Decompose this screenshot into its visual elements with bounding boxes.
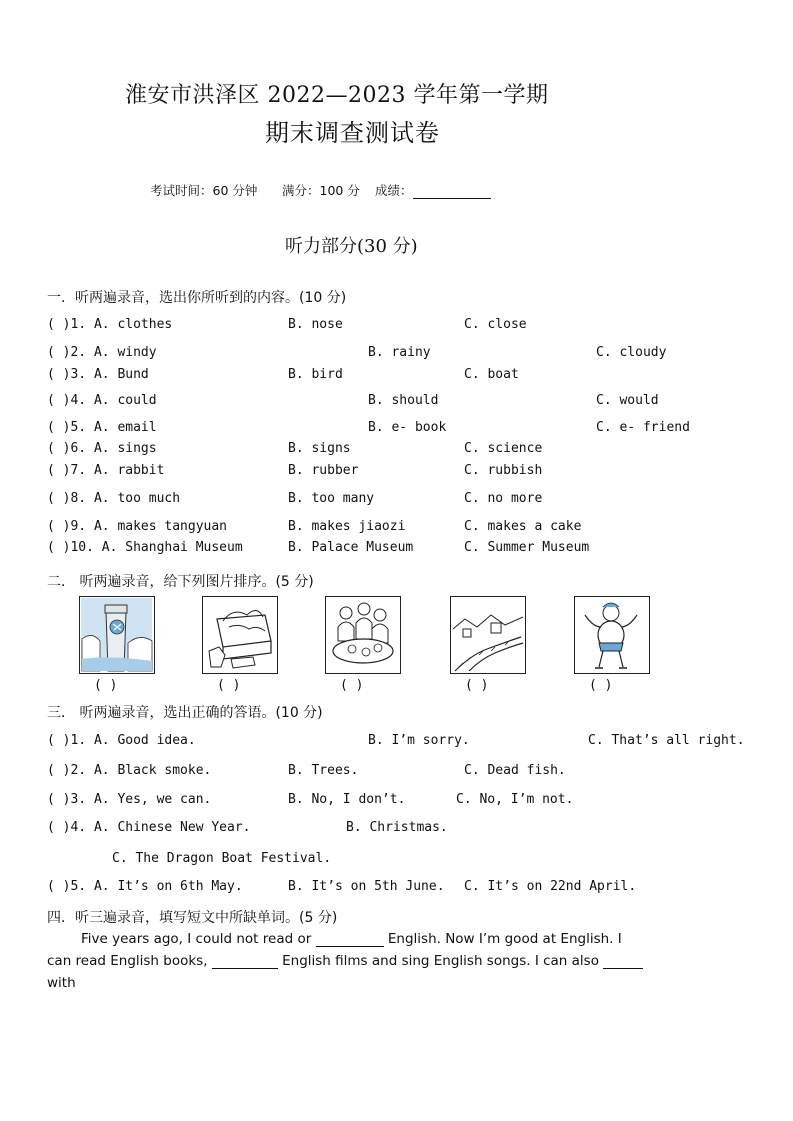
- blank-2[interactable]: [212, 956, 278, 969]
- s3-q5-b: B. It’s on 5th June.: [288, 879, 445, 894]
- great-wall-illustration: [451, 597, 524, 672]
- s3-q4: ( )4. A. Chinese New Year.: [47, 820, 251, 835]
- s1-q2-b: B. rainy: [368, 345, 431, 360]
- man-swimming-picture: [574, 596, 650, 674]
- s1-q5-c: C. e- friend: [596, 420, 690, 435]
- picture3-answer[interactable]: ( ): [340, 678, 364, 693]
- s3-q3-b: B. No, I don’t.: [288, 792, 406, 807]
- passage-line1-a: Five years ago, I could not read or: [81, 931, 312, 947]
- s1-q9-c: C. makes a cake: [464, 519, 582, 534]
- s3-q4-c: C. The Dragon Boat Festival.: [112, 851, 332, 866]
- passage-line3: with: [47, 975, 76, 991]
- s1-q7: ( )7. A. rabbit: [47, 463, 165, 478]
- s3-q5-c: C. It’s on 22nd April.: [464, 879, 637, 894]
- s3-q4-b: B. Christmas.: [346, 820, 448, 835]
- section2-heading: 二． 听两遍录音，给下列图片排序。(5 分): [47, 574, 314, 590]
- s1-q1-b: B. nose: [288, 317, 343, 332]
- s3-q3-c: C. No, I’m not.: [456, 792, 574, 807]
- s1-q4-b: B. should: [368, 393, 439, 408]
- s1-q6-c: C. science: [464, 441, 543, 456]
- s1-q7-b: B. rubber: [288, 463, 359, 478]
- s1-q3: ( )3. A. Bund: [47, 367, 149, 382]
- s3-q5: ( )5. A. It’s on 6th May.: [47, 879, 243, 894]
- full-score: 满分：100 分: [282, 183, 360, 198]
- score-label: 成绩：: [375, 183, 413, 198]
- blank-1[interactable]: [316, 934, 384, 947]
- exam-title-line1: 淮安市洪泽区 2022—2023 学年第一学期: [125, 83, 549, 108]
- s1-q4: ( )4. A. could: [47, 393, 157, 408]
- s3-q1: ( )1. A. Good idea.: [47, 733, 196, 748]
- passage-line2-a: can read English books,: [47, 953, 208, 969]
- s1-q1-c: C. close: [464, 317, 527, 332]
- s1-q8-c: C. no more: [464, 491, 543, 506]
- listening-part-title: 听力部分(30 分): [285, 236, 418, 257]
- clothes-basket-picture: [202, 596, 278, 674]
- passage-line1: [81, 931, 622, 947]
- picture5-answer[interactable]: ( ): [589, 678, 613, 693]
- passage-line1-b: English. Now I’m good at English. I: [387, 931, 622, 947]
- s3-q2: ( )2. A. Black smoke.: [47, 763, 212, 778]
- s1-q7-c: C. rubbish: [464, 463, 543, 478]
- exam-title-line2: 期末调查测试卷: [265, 119, 440, 147]
- s1-q10: ( )10. A. Shanghai Museum: [47, 540, 243, 555]
- tower-illustration: [80, 597, 153, 672]
- tower-picture: [79, 596, 155, 674]
- s1-q8-b: B. too many: [288, 491, 375, 506]
- s3-q2-c: C. Dead fish.: [464, 763, 566, 778]
- score-blank[interactable]: [413, 186, 491, 199]
- s1-q2-c: C. cloudy: [596, 345, 667, 360]
- s1-q5-b: B. e- book: [368, 420, 447, 435]
- s3-q3: ( )3. A. Yes, we can.: [47, 792, 212, 807]
- section1-heading: 一．听两遍录音，选出你所听到的内容。(10 分): [47, 290, 347, 306]
- picture1-answer[interactable]: ( ): [94, 678, 118, 693]
- s1-q10-c: C. Summer Museum: [464, 540, 590, 555]
- s3-q1-b: B. I’m sorry.: [368, 733, 470, 748]
- picture2-answer[interactable]: ( ): [217, 678, 241, 693]
- man-swimming-illustration: [575, 597, 648, 672]
- s1-q2: ( )2. A. windy: [47, 345, 157, 360]
- great-wall-picture: [450, 596, 526, 674]
- s1-q3-c: C. boat: [464, 367, 519, 382]
- clothes-basket-illustration: [203, 597, 276, 672]
- s1-q6: ( )6. A. sings: [47, 441, 157, 456]
- blank-3[interactable]: [603, 956, 643, 969]
- family-dinner-picture: [325, 596, 401, 674]
- s1-q5: ( )5. A. email: [47, 420, 157, 435]
- section3-heading: 三． 听两遍录音，选出正确的答语。(10 分): [47, 705, 323, 721]
- score-field: [375, 181, 491, 199]
- s3-q1-c: C. That’s all right.: [588, 733, 745, 748]
- picture4-answer[interactable]: ( ): [465, 678, 489, 693]
- section4-heading: 四．听三遍录音，填写短文中所缺单词。(5 分): [47, 910, 338, 926]
- s3-q2-b: B. Trees.: [288, 763, 359, 778]
- s1-q4-c: C. would: [596, 393, 659, 408]
- s1-q9-b: B. makes jiaozi: [288, 519, 406, 534]
- s1-q9: ( )9. A. makes tangyuan: [47, 519, 228, 534]
- exam-time: 考试时间：60 分钟: [150, 183, 258, 198]
- passage-line2: [47, 953, 643, 969]
- family-dinner-illustration: [326, 597, 399, 672]
- passage-line2-b: English films and sing English songs. I can also: [282, 953, 599, 969]
- s1-q3-b: B. bird: [288, 367, 343, 382]
- s1-q8: ( )8. A. too much: [47, 491, 181, 506]
- s1-q6-b: B. signs: [288, 441, 351, 456]
- s1-q10-b: B. Palace Museum: [288, 540, 414, 555]
- s1-q1: ( )1. A. clothes: [47, 317, 173, 332]
